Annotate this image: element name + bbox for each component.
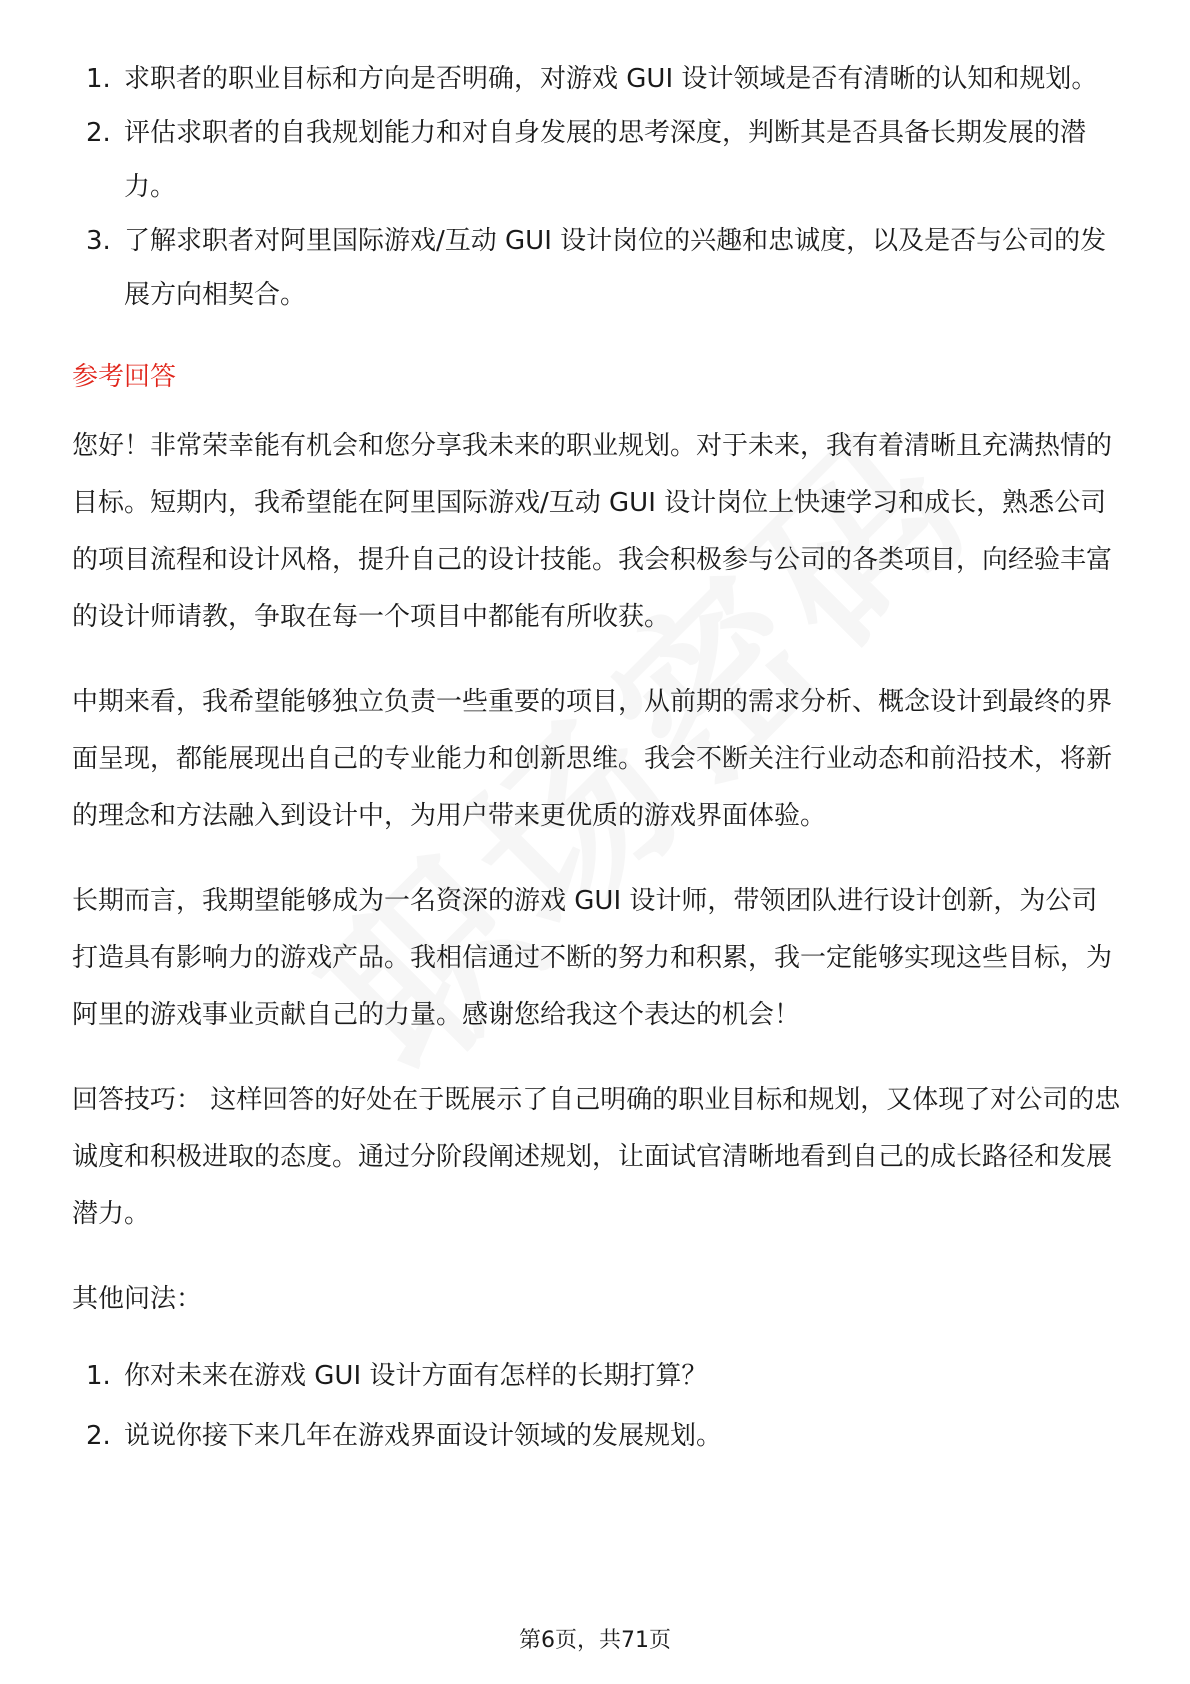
criteria-list: [72, 52, 1122, 322]
page-footer: 第6页，共71页: [519, 1628, 671, 1653]
list-text: 你对未来在游戏 GUI 设计方面有怎样的长期打算？: [124, 1361, 708, 1391]
list-text: 求职者的职业目标和方向是否明确，对游戏 GUI 设计领域是否有清晰的认知和规划。: [124, 64, 1098, 94]
answer-paragraph-3: 长期而言，我期望能够成为一名资深的游戏 GUI 设计师，带领团队进行设计创新，为公司打造具有影响力的游戏产品。我相信通过不断的努力和积累，我一定能够实现这些目标，为阿里的游戏事业贡献自己的力量。感谢您给我这个表达的机会！: [72, 886, 1113, 1030]
other-questions-list: [72, 1346, 1122, 1466]
list-number: 1.: [86, 64, 111, 94]
reference-answer-title: 参考回答: [72, 362, 177, 392]
list-item: [72, 106, 1122, 214]
list-item: [72, 1406, 1122, 1466]
other-questions-title: 其他问法：: [72, 1284, 203, 1314]
list-item: [72, 52, 1122, 106]
list-text: 评估求职者的自我规划能力和对自身发展的思考深度，判断其是否具备长期发展的潜力。: [124, 118, 1087, 202]
list-number: 1.: [86, 1361, 111, 1391]
list-item: [72, 214, 1122, 322]
list-number: 2.: [86, 1421, 111, 1451]
list-number: 3.: [86, 226, 111, 256]
list-item: [72, 1346, 1122, 1406]
list-text: 说说你接下来几年在游戏界面设计领域的发展规划。: [124, 1421, 723, 1451]
answer-paragraph-2: 中期来看，我希望能够独立负责一些重要的项目，从前期的需求分析、概念设计到最终的界面呈现，都能展现出自己的专业能力和创新思维。我会不断关注行业动态和前沿技术，将新的理念和方法融入到设计中，为用户带来更优质的游戏界面体验。: [72, 687, 1113, 831]
answer-tips: 回答技巧： 这样回答的好处在于既展示了自己明确的职业目标和规划，又体现了对公司的忠诚度和积极进取的态度。通过分阶段阐述规划，让面试官清晰地看到自己的成长路径和发展潜力。: [72, 1085, 1121, 1229]
answer-paragraph-1: 您好！非常荣幸能有机会和您分享我未来的职业规划。对于未来，我有着清晰且充满热情的目标。短期内，我希望能在阿里国际游戏/互动 GUI 设计岗位上快速学习和成长，熟悉公司的项目流程和设计风格，提升自己的设计技能。我会积极参与公司的各类项目，向经验丰富的设计师请教，争取在每一个项目中都能有所收获。: [72, 431, 1113, 632]
list-number: 2.: [86, 118, 111, 148]
document-page: [72, 52, 1122, 1466]
list-text: 了解求职者对阿里国际游戏/互动 GUI 设计岗位的兴趣和忠诚度，以及是否与公司的发展方向相契合。: [124, 226, 1107, 310]
